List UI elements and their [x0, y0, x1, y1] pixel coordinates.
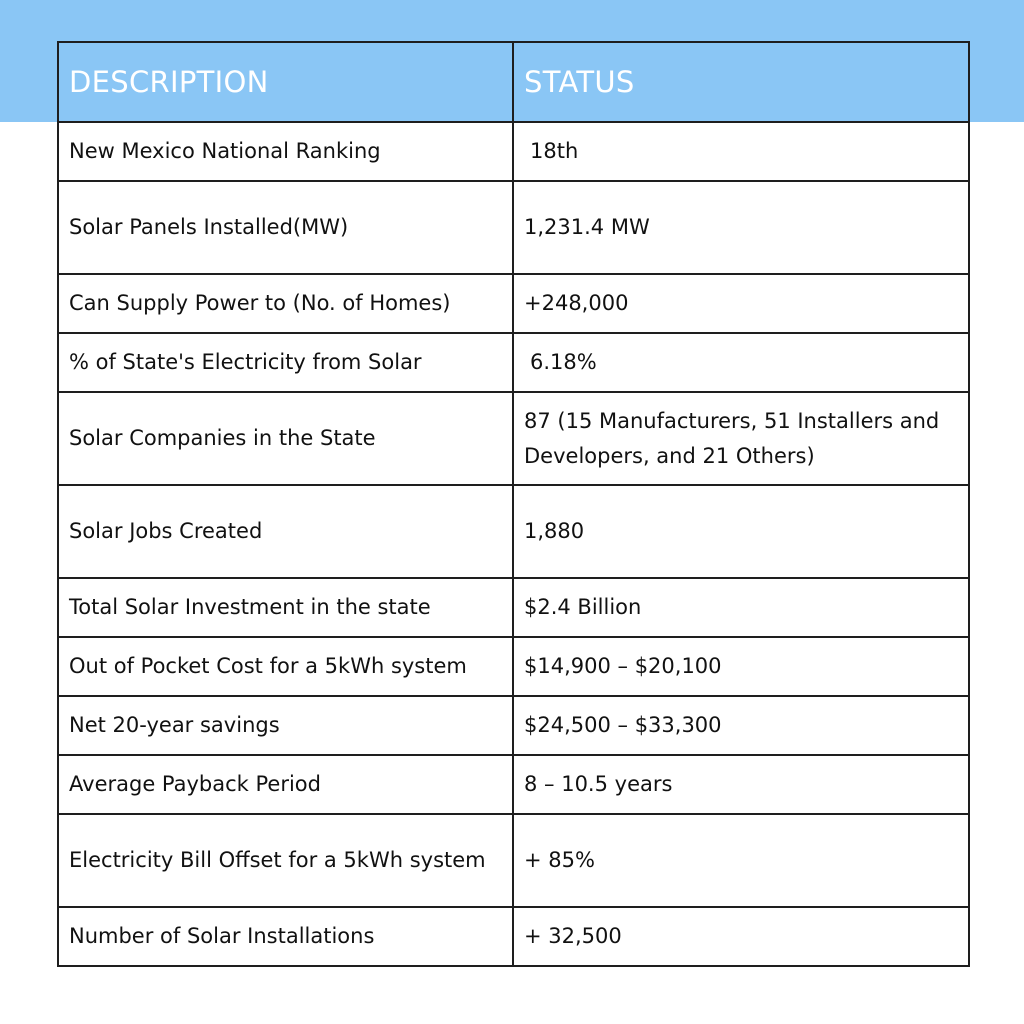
solar-stats-table: [57, 41, 970, 967]
description-cell: New Mexico National Ranking: [58, 122, 513, 181]
table-row: [58, 181, 969, 274]
status-cell: $2.4 Billion: [513, 578, 969, 637]
table-row: [58, 274, 969, 333]
table-header-row: [58, 42, 969, 122]
description-cell: Out of Pocket Cost for a 5kWh system: [58, 637, 513, 696]
status-cell: 87 (15 Manufacturers, 51 Installers and Developers, and 21 Others): [513, 392, 969, 485]
status-cell: $24,500 – $33,300: [513, 696, 969, 755]
table-row: [58, 814, 969, 907]
column-header-description: DESCRIPTION: [58, 42, 513, 122]
status-cell: 6.18%: [513, 333, 969, 392]
table-row: [58, 485, 969, 578]
description-cell: Can Supply Power to (No. of Homes): [58, 274, 513, 333]
table-row: [58, 696, 969, 755]
description-cell: Number of Solar Installations: [58, 907, 513, 966]
status-cell: 1,880: [513, 485, 969, 578]
table-row: [58, 333, 969, 392]
description-cell: Net 20-year savings: [58, 696, 513, 755]
description-cell: % of State's Electricity from Solar: [58, 333, 513, 392]
table-row: [58, 578, 969, 637]
description-cell: Electricity Bill Offset for a 5kWh system: [58, 814, 513, 907]
description-cell: Solar Companies in the State: [58, 392, 513, 485]
status-cell: + 85%: [513, 814, 969, 907]
status-cell: 18th: [513, 122, 969, 181]
status-cell: +248,000: [513, 274, 969, 333]
table-row: [58, 122, 969, 181]
description-cell: Solar Panels Installed(MW): [58, 181, 513, 274]
status-cell: + 32,500: [513, 907, 969, 966]
table-row: [58, 755, 969, 814]
status-cell: $14,900 – $20,100: [513, 637, 969, 696]
description-cell: Average Payback Period: [58, 755, 513, 814]
column-header-status: STATUS: [513, 42, 969, 122]
description-cell: Total Solar Investment in the state: [58, 578, 513, 637]
table-row: [58, 637, 969, 696]
table-row: [58, 907, 969, 966]
status-cell: 1,231.4 MW: [513, 181, 969, 274]
description-cell: Solar Jobs Created: [58, 485, 513, 578]
table-row: [58, 392, 969, 485]
status-cell: 8 – 10.5 years: [513, 755, 969, 814]
